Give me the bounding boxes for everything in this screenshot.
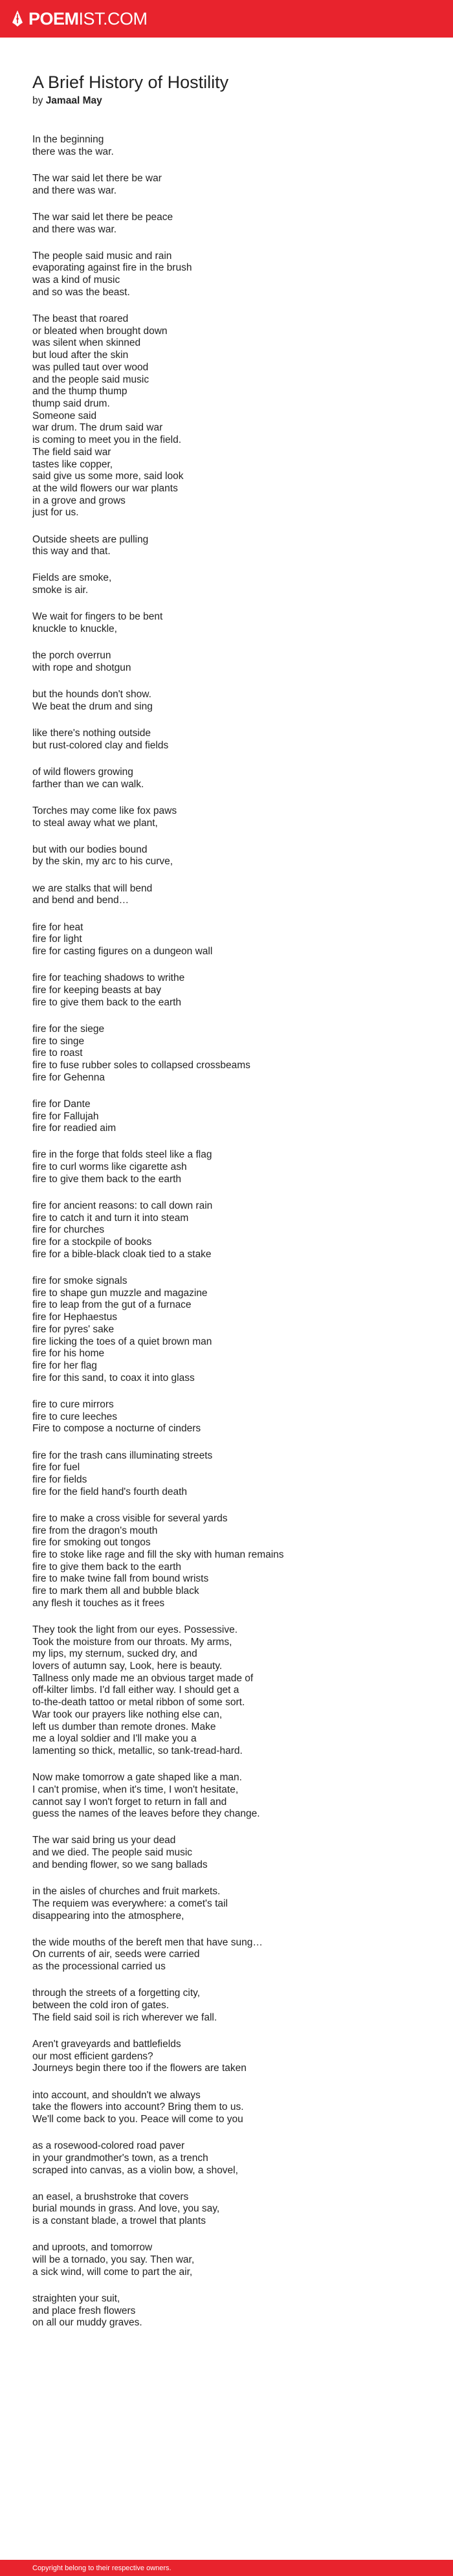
site-name-light: IST.COM: [78, 8, 148, 28]
poem-line: my lips, my sternum, sucked dry, and: [32, 1648, 197, 1660]
poem-stanza: [32, 650, 453, 674]
site-name-bold: POEM: [28, 8, 79, 28]
poem-line: Now make tomorrow a gate shaped like a man.: [32, 1772, 242, 1784]
poem-line: The war said bring us your dead: [32, 1835, 176, 1846]
poem-line: Aren't graveyards and battlefields: [32, 2038, 181, 2050]
poem-line: and so was the beast.: [32, 286, 130, 298]
poem-stanza: [32, 611, 453, 635]
poem-line: we are stalks that will bend: [32, 882, 153, 894]
poem-stanza: [32, 805, 453, 829]
poem-line: fire to cure leeches: [32, 1411, 117, 1422]
poem-stanza: [32, 1624, 453, 1758]
poem-line: Outside sheets are pulling: [32, 533, 149, 545]
poem-line: fire for heat: [32, 921, 83, 933]
poem-stanza: [32, 2242, 453, 2278]
poem-line: Journeys begin there too if the flowers are taken: [32, 2063, 247, 2074]
footer: [0, 2560, 453, 2576]
poem-stanza: [32, 1513, 453, 1610]
poem-stanza: [32, 1450, 453, 1499]
poem-line: fire for this sand, to coax it into glass: [32, 1372, 195, 1383]
poem-line: fire for Fallujah: [32, 1110, 99, 1122]
poem-line: but with our bodies bound: [32, 844, 148, 855]
poem-line: The requiem was everywhere: a comet's tail: [32, 1898, 228, 1909]
poem-line: We beat the drum and sing: [32, 700, 153, 712]
poem-line: was silent when skinned: [32, 337, 141, 349]
poem-title: A Brief History of Hostility: [32, 73, 229, 92]
poem-line: Torches may come like fox paws: [32, 805, 177, 816]
site-logo[interactable]: [12, 10, 148, 28]
poem-line: just for us.: [32, 507, 79, 519]
poem-line: or bleated when brought down: [32, 325, 168, 337]
poem-line: Someone said: [32, 410, 97, 421]
poem-line: fire from the dragon's mouth: [32, 1525, 158, 1536]
poem-stanza: [32, 313, 453, 519]
poem-line: as the processional carried us: [32, 1961, 166, 1973]
poem-line: and place fresh flowers: [32, 2305, 136, 2316]
poem-line: fire to give them back to the earth: [32, 1173, 182, 1185]
poem-stanza: [32, 2039, 453, 2075]
poem-line: is a constant blade, a trowel that plants: [32, 2215, 206, 2227]
poem-line: fire for readied aim: [32, 1123, 116, 1134]
poem-line: was pulled taut over wood: [32, 361, 149, 373]
poem-line: and there was war.: [32, 223, 117, 235]
poem-line: thump said drum.: [32, 398, 110, 409]
poem-line: fire to mark them all and bubble black: [32, 1585, 199, 1597]
poem-line: fire for light: [32, 934, 82, 945]
poem-line: knuckle to knuckle,: [32, 623, 117, 635]
poem-line: fire for fields: [32, 1473, 87, 1485]
poem-stanza: [32, 883, 453, 907]
poem-line: lovers of autumn say, Look, here is beauty.: [32, 1661, 223, 1672]
poem-line: fire for his home: [32, 1348, 105, 1360]
poem-author[interactable]: Jamaal May: [45, 95, 102, 107]
poem-line: into account, and shouldn't we always: [32, 2089, 201, 2101]
quill-pen-icon: [12, 10, 23, 27]
poem-line: tastes like copper,: [32, 458, 113, 470]
poem-line: fire to cure mirrors: [32, 1398, 114, 1410]
poem-line: was a kind of music: [32, 274, 120, 286]
poem-line: fire to make twine fall from bound wrists: [32, 1573, 209, 1585]
poem-line: fire in the forge that folds steel like a flag: [32, 1149, 212, 1161]
poem-line: and there was war.: [32, 185, 117, 196]
poem-line: fire for teaching shadows to writhe: [32, 972, 185, 984]
poem-line: fire to give them back to the earth: [32, 1561, 182, 1573]
poem-line: fire for smoking out tongos: [32, 1537, 151, 1549]
poem-line: disappearing into the atmosphere,: [32, 1910, 184, 1921]
poem-line: any flesh it touches as it frees: [32, 1597, 165, 1609]
poem-line: fire to curl worms like cigarette ash: [32, 1161, 187, 1173]
poem-stanza: [32, 1200, 453, 1261]
poem-stanza: [32, 2140, 453, 2177]
poem-stanza: [32, 972, 453, 1009]
poem-stanza: [32, 1149, 453, 1185]
poem-line: our most efficient gardens?: [32, 2050, 153, 2062]
poem-line: We'll come back to you. Peace will come to you: [32, 2113, 243, 2125]
poem-stanza: [32, 212, 453, 236]
poem-line: and bending flower, so we sang ballads: [32, 1859, 208, 1870]
poem-stanza: [32, 1024, 453, 1084]
poem-stanza: [32, 2090, 453, 2126]
byline-prefix: by: [32, 95, 43, 107]
poem-line: fire for a bible-black cloak tied to a stake: [32, 1248, 212, 1260]
poem-line: fire to singe: [32, 1035, 85, 1047]
poem-line: Fire to compose a nocturne of cinders: [32, 1423, 201, 1435]
poem-line: fire to give them back to the earth: [32, 996, 182, 1008]
poem-line: fire for smoke signals: [32, 1275, 127, 1287]
poem-line: I can't promise, when it's time, I won't hesitate,: [32, 1784, 239, 1795]
poem-line: like there's nothing outside: [32, 728, 151, 739]
poem-line: on all our muddy graves.: [32, 2317, 142, 2329]
poem-stanza: [32, 251, 453, 299]
poem-line: smoke is air.: [32, 585, 89, 596]
poem-container: [0, 38, 453, 2329]
footer-copyright: Copyright belong to their respective owners.: [32, 2564, 171, 2572]
poem-line: fire to stoke like rage and fill the sky with human remains: [32, 1549, 284, 1560]
poem-line: fire for churches: [32, 1224, 105, 1236]
poem-line: and the thump thump: [32, 386, 127, 398]
site-name: [28, 10, 148, 28]
poem-line: is coming to meet you in the field.: [32, 434, 182, 446]
poem-line: scraped into canvas, as a violin bow, a shovel,: [32, 2164, 238, 2176]
poem-line: the wide mouths of the bereft men that have sung…: [32, 1936, 263, 1948]
poem-stanza: [32, 572, 453, 596]
poem-stanza: [32, 1988, 453, 2024]
poem-line: in the aisles of churches and fruit markets.: [32, 1886, 221, 1898]
poem-line: War took our prayers like nothing else can,: [32, 1708, 223, 1720]
poem-line: In the beginning: [32, 134, 104, 146]
poem-stanza: [32, 1399, 453, 1435]
poem-line: left us dumber than remote drones. Make: [32, 1721, 216, 1732]
poem-line: straighten your suit,: [32, 2292, 120, 2304]
poem-line: and uproots, and tomorrow: [32, 2242, 153, 2254]
poem-line: with rope and shotgun: [32, 662, 131, 673]
poem-line: fire to fuse rubber soles to collapsed crossbeams: [32, 1059, 250, 1071]
poem-line: burial mounds in grass. And love, you say,: [32, 2203, 220, 2215]
poem-stanza: [32, 689, 453, 713]
top-bar: [0, 0, 453, 38]
poem-line: We wait for fingers to be bent: [32, 611, 163, 623]
poem-line: take the flowers into account? Bring them to us.: [32, 2101, 244, 2113]
poem-stanza: [32, 1772, 453, 1820]
poem-line: fire for the siege: [32, 1023, 105, 1035]
poem-line: Tallness only made me an obvious target made of: [32, 1672, 254, 1684]
poem-line: Fields are smoke,: [32, 572, 112, 584]
poem-line: fire for casting figures on a dungeon wall: [32, 946, 213, 957]
poem-line: fire to catch it and turn it into steam: [32, 1212, 189, 1224]
poem-line: fire for Hephaestus: [32, 1312, 117, 1323]
poem-body: [32, 134, 453, 2329]
poem-line: fire for pyres' sake: [32, 1323, 115, 1335]
poem-line: to steal away what we plant,: [32, 817, 158, 829]
poem-line: On currents of air, seeds were carried: [32, 1949, 200, 1960]
poem-line: fire for ancient reasons: to call down rain: [32, 1200, 213, 1212]
poem-line: in a grove and grows: [32, 495, 126, 506]
poem-line: but rust-colored clay and fields: [32, 739, 169, 751]
poem-stanza: [32, 2293, 453, 2329]
poem-line: The war said let there be war: [32, 172, 162, 184]
poem-stanza: [32, 1937, 453, 1973]
poem-line: fire for her flag: [32, 1360, 97, 1371]
poem-line: war drum. The drum said war: [32, 422, 163, 434]
poem-line: Took the moisture from our throats. My arms,: [32, 1636, 232, 1648]
poem-line: cannot say I won't forget to return in fall and: [32, 1796, 227, 1808]
poem-line: fire to shape gun muzzle and magazine: [32, 1287, 208, 1299]
poem-line: a sick wind, will come to part the air,: [32, 2266, 193, 2278]
poem-stanza: [32, 1099, 453, 1135]
poem-line: to-the-death tattoo or metal ribbon of some sort.: [32, 1697, 245, 1708]
poem-line: as a rosewood-colored road paver: [32, 2140, 185, 2152]
poem-stanza: [32, 1886, 453, 1922]
poem-stanza: [32, 1835, 453, 1871]
poem-stanza: [32, 767, 453, 790]
poem-line: at the wild flowers our war plants: [32, 482, 178, 494]
poem-line: They took the light from our eyes. Possessive.: [32, 1624, 238, 1635]
poem-line: fire to leap from the gut of a furnace: [32, 1299, 192, 1311]
poem-line: The beast that roared: [32, 313, 129, 325]
poem-line: an easel, a brushstroke that covers: [32, 2191, 189, 2202]
poem-line: but the hounds don't show.: [32, 689, 151, 700]
poem-stanza: [32, 1275, 453, 1384]
poem-stanza: [32, 844, 453, 868]
poem-line: will be a tornado, you say. Then war,: [32, 2254, 195, 2266]
poem-line: The war said let there be peace: [32, 211, 173, 223]
poem-line: between the cold iron of gates.: [32, 2000, 170, 2011]
poem-stanza: [32, 173, 453, 197]
poem-line: fire for fuel: [32, 1462, 80, 1473]
poem-line: fire to roast: [32, 1047, 83, 1059]
poem-line: fire for Dante: [32, 1098, 91, 1110]
poem-line: farther than we can walk.: [32, 778, 144, 790]
poem-stanza: [32, 728, 453, 752]
poem-line: fire to make a cross visible for several yards: [32, 1512, 228, 1524]
poem-line: The people said music and rain: [32, 250, 172, 262]
poem-line: fire for keeping beasts at bay: [32, 984, 162, 996]
poem-stanza: [32, 534, 453, 558]
poem-line: by the skin, my arc to his curve,: [32, 856, 173, 868]
poem-line: but loud after the skin: [32, 350, 129, 361]
poem-line: fire for Gehenna: [32, 1071, 105, 1083]
poem-line: this way and that.: [32, 546, 111, 557]
poem-line: of wild flowers growing: [32, 766, 133, 778]
poem-line: guess the names of the leaves before they change.: [32, 1808, 260, 1820]
poem-stanza: [32, 2191, 453, 2228]
poem-line: fire licking the toes of a quiet brown man: [32, 1336, 212, 1347]
poem-line: off-kilter limbs. I'd fall either way. I should get a: [32, 1685, 239, 1696]
poem-line: in your grandmother's town, as a trench: [32, 2152, 208, 2164]
poem-stanza: [32, 134, 453, 158]
poem-line: fire for the trash cans illuminating streets: [32, 1450, 213, 1461]
poem-line: evaporating against fire in the brush: [32, 262, 192, 274]
poem-line: fire for a stockpile of books: [32, 1237, 152, 1248]
poem-line: The field said war: [32, 446, 111, 458]
poem-line: fire for the field hand's fourth death: [32, 1486, 188, 1497]
poem-line: and the people said music: [32, 374, 149, 385]
poem-line: me a loyal soldier and I'll make you a: [32, 1733, 197, 1745]
poem-line: lamenting so thick, metallic, so tank-tread-hard.: [32, 1745, 243, 1756]
poem-line: said give us some more, said look: [32, 471, 184, 482]
poem-line: and we died. The people said music: [32, 1847, 193, 1859]
poem-line: and bend and bend…: [32, 895, 129, 906]
poem-line: the porch overrun: [32, 650, 111, 662]
poem-stanza: [32, 922, 453, 958]
poem-line: The field said soil is rich wherever we fall.: [32, 2011, 217, 2023]
poem-line: there was the war.: [32, 146, 114, 157]
poem-line: through the streets of a forgetting city,: [32, 1988, 201, 1999]
poem-byline: [32, 95, 453, 107]
